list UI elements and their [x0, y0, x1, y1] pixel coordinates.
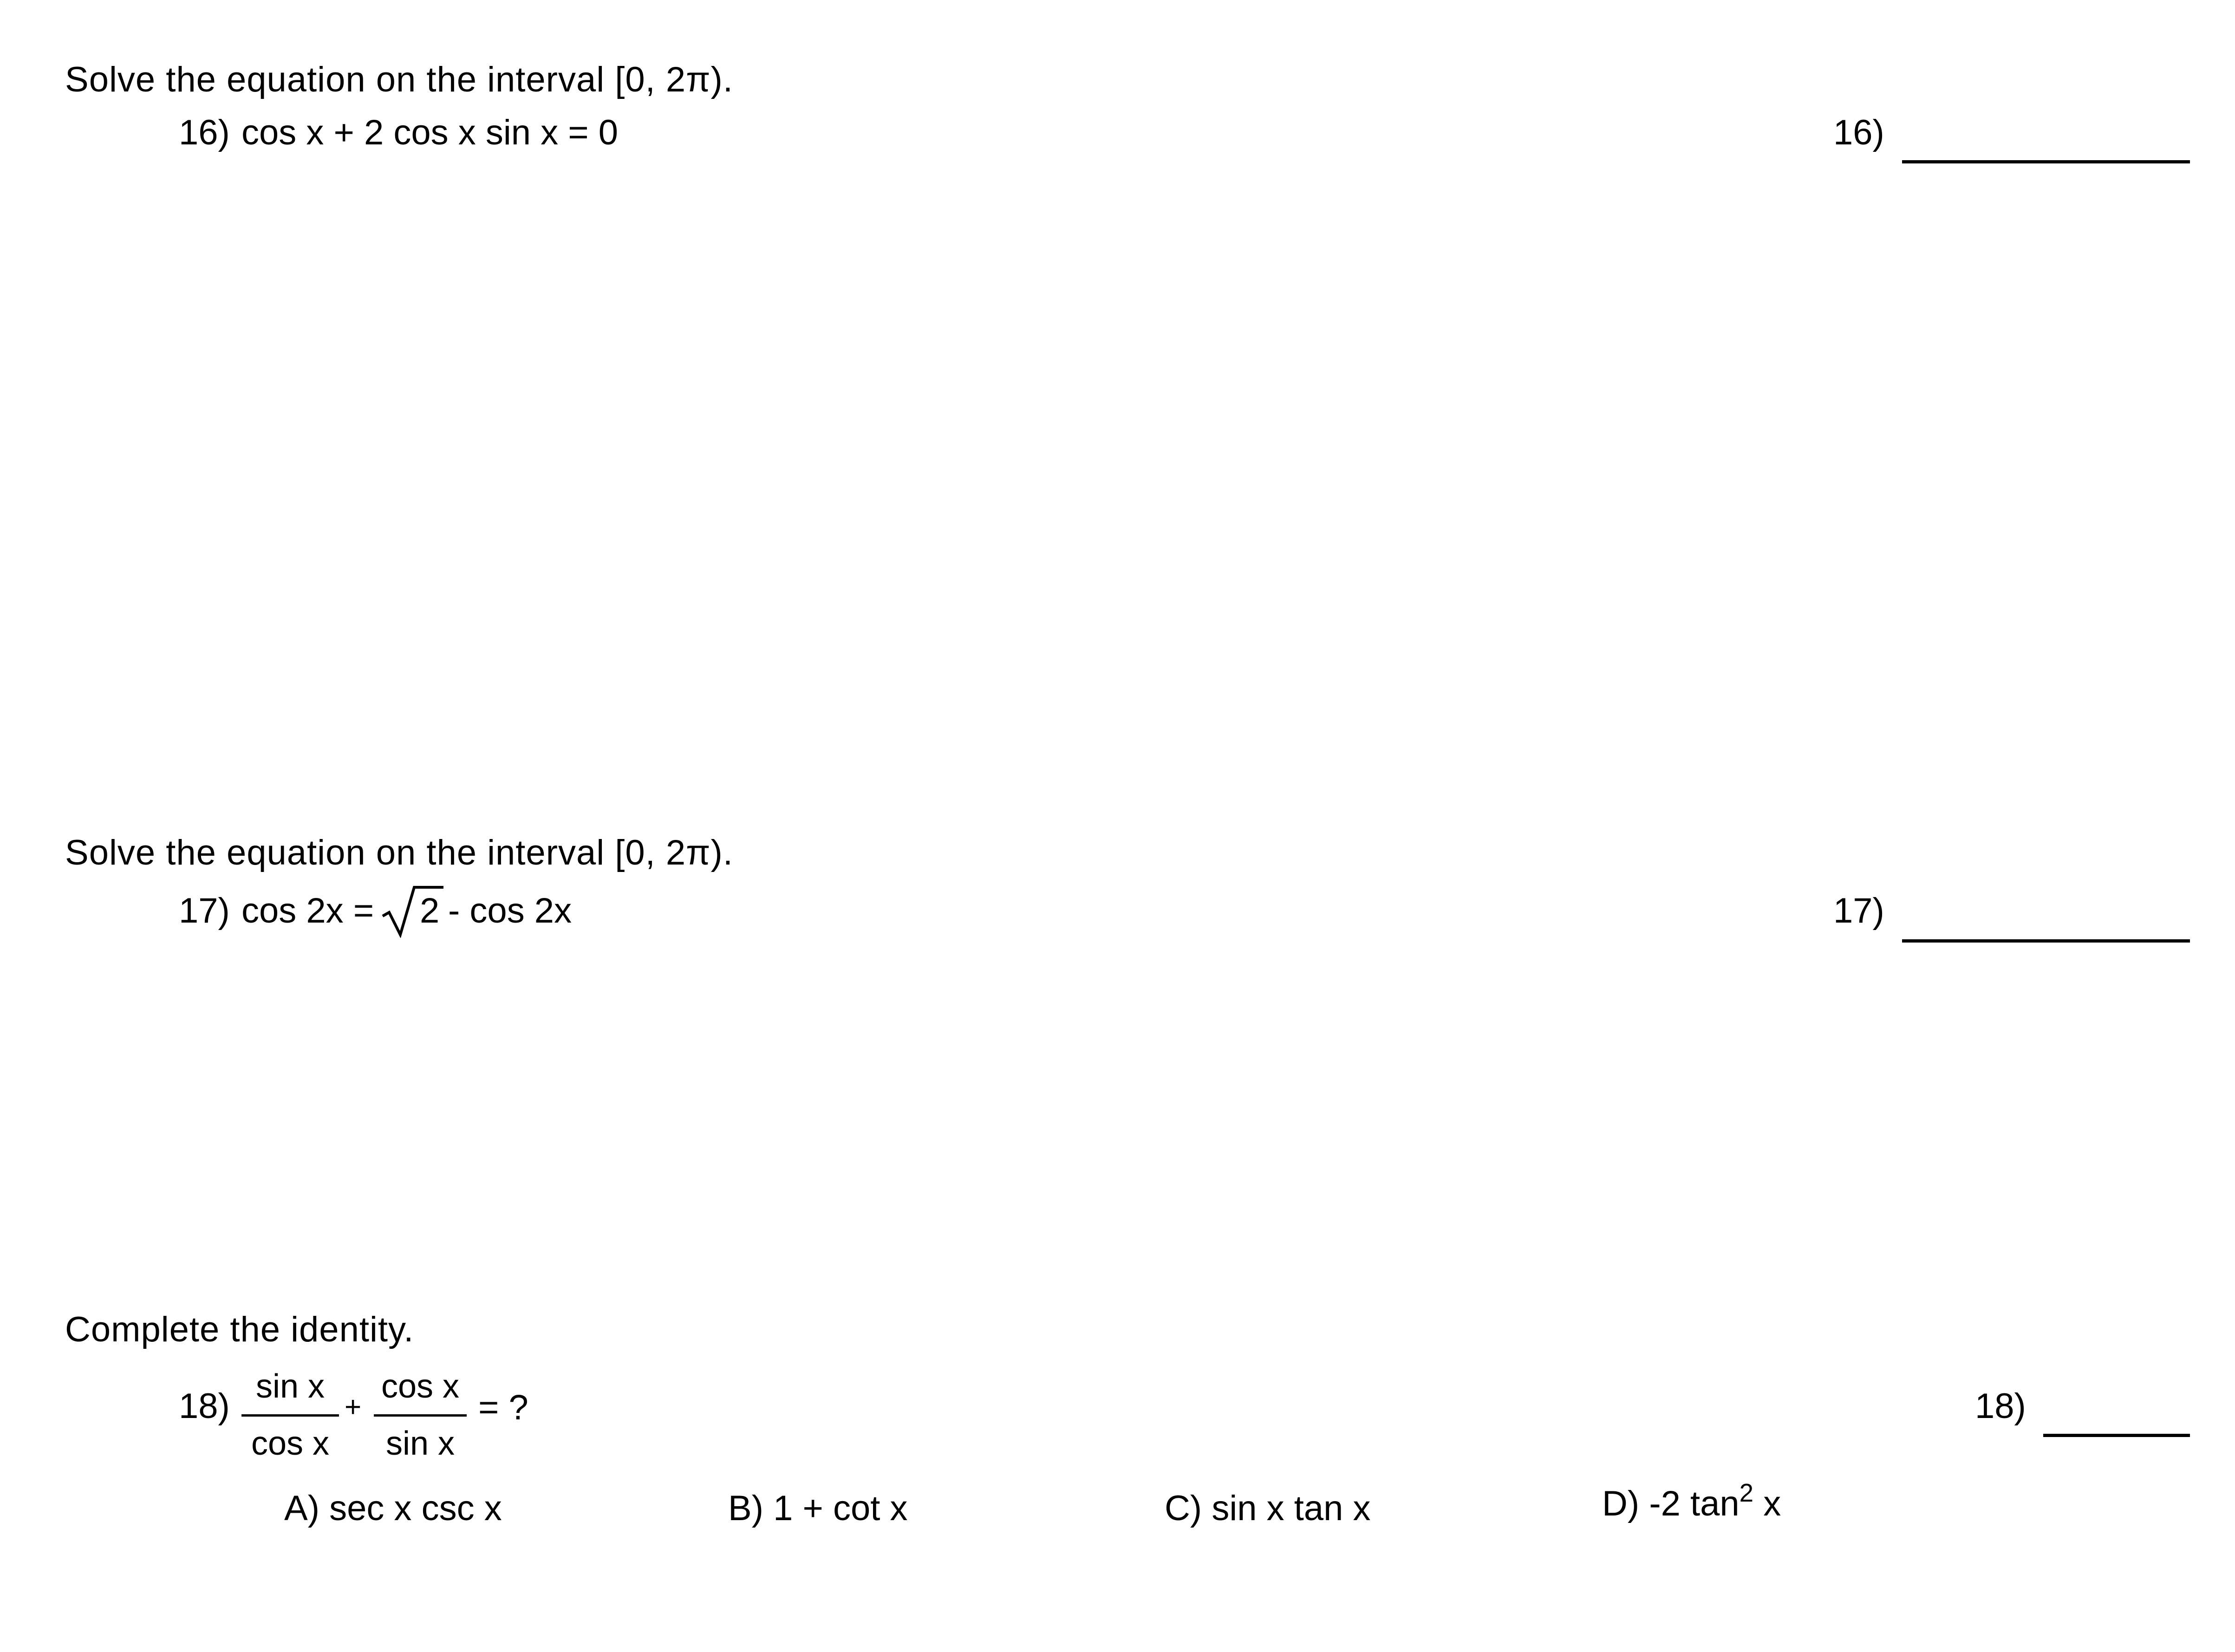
- equals-question: = ?: [478, 1388, 528, 1427]
- fraction-sin-over-cos: [241, 1370, 339, 1460]
- fraction-cos-over-sin: [374, 1370, 467, 1460]
- answer-line-18[interactable]: [2043, 1434, 2190, 1437]
- fraction-denominator: sin x: [385, 1425, 455, 1462]
- answer-label-18: 18): [1975, 1386, 2026, 1426]
- choice-letter: B): [728, 1489, 763, 1528]
- fraction-bar: [241, 1414, 339, 1417]
- instruction-18: Complete the identity.: [65, 1310, 414, 1349]
- equation-17-right: - cos 2x: [448, 891, 572, 930]
- answer-line-16[interactable]: [1902, 160, 2190, 163]
- sqrt-icon: [382, 885, 419, 938]
- choice-letter: C): [1165, 1489, 1202, 1528]
- radicand-17: 2: [420, 891, 440, 930]
- choice-text: 1 + cot x: [773, 1489, 908, 1528]
- answer-line-17[interactable]: [1902, 939, 2190, 943]
- instruction-17: Solve the equation on the interval [0, 2π).: [65, 833, 733, 872]
- choice-b[interactable]: [728, 1488, 908, 1528]
- equation-17-left: cos 2x =: [241, 891, 374, 930]
- answer-label-16: 16): [1833, 113, 1884, 152]
- answer-label-17: 17): [1833, 891, 1884, 930]
- fraction-bar: [374, 1414, 467, 1417]
- choice-c[interactable]: [1165, 1488, 1370, 1528]
- fraction-denominator: cos x: [251, 1425, 330, 1462]
- choice-exponent: 2: [1739, 1478, 1754, 1507]
- choice-a[interactable]: [284, 1488, 502, 1528]
- choice-d[interactable]: [1602, 1478, 1781, 1524]
- choice-text-after: x: [1753, 1484, 1781, 1523]
- equation-16: cos x + 2 cos x sin x = 0: [241, 113, 619, 152]
- problem-number-18: 18): [179, 1386, 230, 1426]
- problem-number-16: 16): [179, 113, 230, 152]
- problem-number-17: 17): [179, 891, 230, 930]
- plus-sign: +: [345, 1391, 362, 1423]
- fraction-numerator: cos x: [381, 1368, 460, 1405]
- choice-text-before: -2 tan: [1649, 1484, 1740, 1523]
- choice-letter: D): [1602, 1484, 1640, 1523]
- sqrt-overbar: [418, 886, 443, 889]
- choice-letter: A): [284, 1489, 319, 1528]
- instruction-16: Solve the equation on the interval [0, 2π).: [65, 60, 733, 99]
- choice-text: sin x tan x: [1212, 1489, 1371, 1528]
- choice-text: sec x csc x: [329, 1489, 502, 1528]
- fraction-numerator: sin x: [255, 1368, 325, 1405]
